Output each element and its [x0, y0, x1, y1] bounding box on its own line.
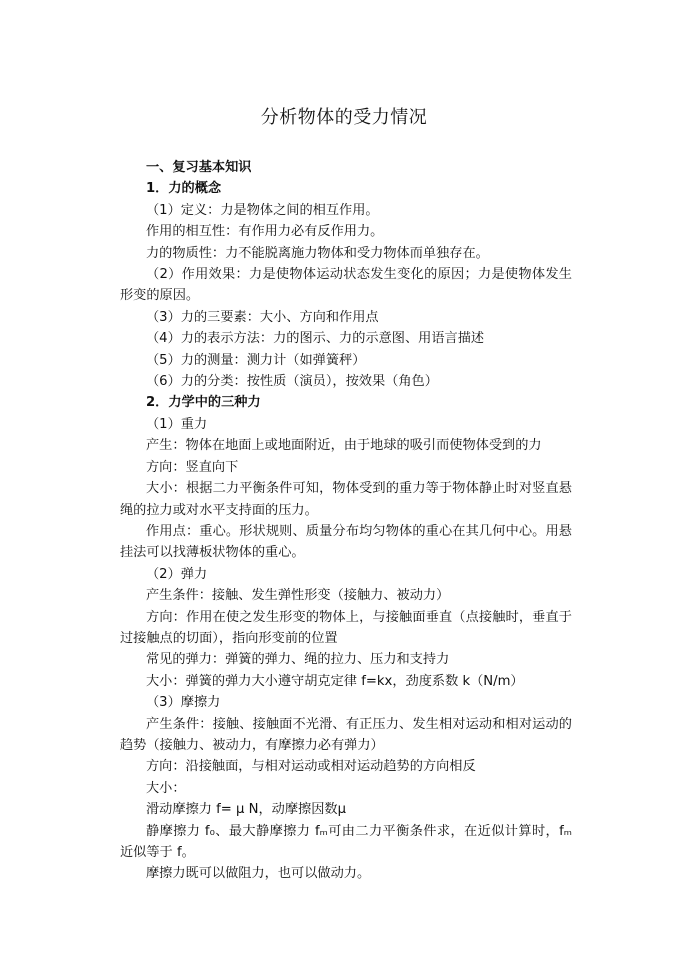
- paragraph: 产生条件：接触、发生弹性形变（接触力、被动力）: [146, 588, 450, 604]
- paragraph: 大小：: [146, 780, 186, 796]
- section-heading: 一、复习基本知识: [146, 160, 252, 175]
- page-title: 分析物体的受力情况: [260, 107, 428, 128]
- paragraph: 力的物质性：力不能脱离施力物体和受力物体而单独存在。: [146, 245, 489, 261]
- paragraph: （2）作用效果：力是使物体运动状态发生变化的原因；力是使物体发生形变的原因。: [120, 267, 572, 304]
- document-body: [120, 157, 572, 885]
- paragraph: 大小：根据二力平衡条件可知，物体受到的重力等于物体静止时对竖直悬绳的拉力或对水平支持面的压力。: [120, 481, 572, 518]
- paragraph: 方向：竖直向下: [146, 459, 239, 475]
- paragraph: （4）力的表示方法：力的图示、力的示意图、用语言描述: [146, 331, 485, 347]
- paragraph: （1）重力: [146, 416, 208, 432]
- paragraph: （3）摩擦力: [146, 695, 221, 711]
- paragraph: （3）力的三要素：大小、方向和作用点: [146, 309, 379, 325]
- paragraph: 作用的相互性：有作用力必有反作用力。: [146, 224, 384, 240]
- subsection-heading: 1．力的概念: [146, 181, 222, 197]
- paragraph: 产生条件：接触、接触面不光滑、有正压力、发生相对运动和相对运动的趋势（接触力、被动力，有摩擦力必有弹力）: [120, 716, 572, 753]
- paragraph: （2）弹力: [146, 566, 208, 582]
- paragraph: 作用点：重心。形状规则、质量分布均匀物体的重心在其几何中心。用悬挂法可以找薄板状物体的重心。: [120, 523, 572, 561]
- paragraph: 静摩擦力 f₀、最大静摩擦力 fₘ可由二力平衡条件求，在近似计算时，fₘ近似等于 f。: [120, 823, 572, 860]
- paragraph: 方向：沿接触面，与相对运动或相对运动趋势的方向相反: [146, 759, 476, 775]
- paragraph: 滑动摩擦力 f= μ N，动摩擦因数μ: [146, 802, 346, 818]
- paragraph: （5）力的测量：测力计（如弹簧秤）: [146, 352, 366, 368]
- paragraph: （1）定义：力是物体之间的相互作用。: [146, 202, 379, 218]
- paragraph: 产生：物体在地面上或地面附近，由于地球的吸引而使物体受到的力: [146, 438, 542, 454]
- paragraph: 方向：作用在使之发生形变的物体上，与接触面垂直（点接触时，垂直于过接触点的切面），指向形变前的位置: [120, 609, 572, 646]
- subsection-heading: 2．力学中的三种力: [146, 395, 261, 411]
- paragraph: 摩擦力既可以做阻力，也可以做动力。: [146, 866, 371, 882]
- paragraph: （6）力的分类：按性质（演员），按效果（角色）: [146, 374, 438, 390]
- paragraph: 常见的弹力：弹簧的弹力、绳的拉力、压力和支持力: [146, 652, 450, 668]
- paragraph: 大小：弹簧的弹力大小遵守胡克定律 f=kx，劲度系数 k（N/m）: [146, 673, 524, 689]
